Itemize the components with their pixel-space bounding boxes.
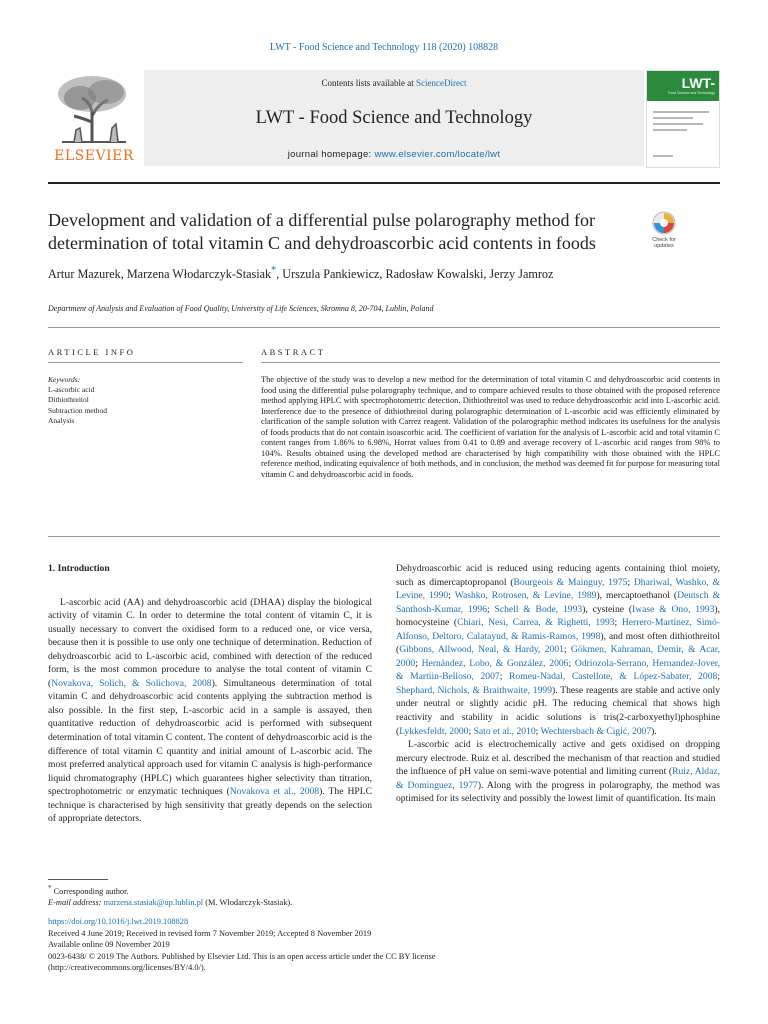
article-info-divider [48,362,243,363]
sciencedirect-link[interactable]: ScienceDirect [416,78,467,88]
footnote-mark: * [48,884,52,892]
text-run: ; [717,671,720,683]
email-link[interactable]: marzena.stasiak@up.lublin.pl [103,898,204,908]
keyword-item: Subtraction method [48,405,107,415]
footnote-corresponding [48,883,728,897]
citation-link[interactable]: Shephard, Nichols, & Braithwaite, 1999 [396,684,552,696]
footnote [48,883,728,909]
affiliation: Department of Analysis and Evaluation of Food Quality, University of Life Sciences, Skromna 8, 20-704, Lublin, Poland [48,304,434,313]
citation-link[interactable]: Lykkesfeldt, 2000 [399,725,469,737]
citation-link[interactable]: Schell & Bode, 1993 [494,603,583,615]
citation-link[interactable]: Novakova, Solich, & Solichova, 2008 [51,677,212,689]
body-column-left [48,562,372,826]
citation-link[interactable]: Romeu-Nadal, Castellote, & López-Sabater, 2008 [509,671,718,683]
citation-link[interactable]: Dhariwal, Washko, & Levine, 1990 [396,576,720,602]
cover-decoration [653,155,673,157]
author-list [48,262,608,283]
email-suffix: (M. Włodarczyk-Stasiak). [203,898,293,908]
received-dates: Received 4 June 2019; Received in revised form 7 November 2019; Accepted 8 November 2019 [48,928,372,938]
body-column-right [396,562,720,806]
text-run: ; [614,617,622,629]
citation-link[interactable]: Ruiz, Aldaz, & Dominguez, 1977 [396,766,720,791]
text-run: ; [499,671,510,683]
text-run: ), cysteine ( [582,603,633,615]
citation-link[interactable]: Novakova et al., 2008 [229,786,320,798]
email-label: E-mail address: [48,898,104,908]
elsevier-tree-icon [52,72,136,144]
text-run: ), mercaptoethanol ( [596,590,678,602]
footnote-email [48,897,728,909]
abstract-bottom-divider [48,536,720,537]
journal-cover-thumbnail[interactable] [646,70,720,168]
text-run: ; [487,603,495,615]
footnote-divider [48,879,108,880]
publication-info [48,916,728,974]
doi-link[interactable]: https://doi.org/10.1016/j.lwt.2019.108828 [48,917,189,926]
intro-paragraph-3 [396,738,720,806]
corresponding-author-mark[interactable]: * [271,265,277,276]
text-run: ; [563,644,571,656]
keywords-label: Keywords: [48,375,81,384]
text-run: L-ascorbic acid (AA) and dehydroascorbic acid (DHAA) display the biological activity of vitamin C. In order to determine the total content of vitamin C, it is usually necessary to convert the oxidised form to a reduced one, or vice versa, because then it is possible to use only one technique of determination. Reduction of dehydroascorbic acid to L-ascorbic acid, combined with detection of the reduced form, is the most common procedure to analyse the total content of vitamin C ( [48,596,372,689]
article-info-heading: ARTICLE INFO [48,347,136,357]
article-title: Development and validation of a differential pulse polarography method for determination of total vitamin C and dehydroascorbic acid contents in foods [48,210,596,253]
text-run: ; [568,657,575,669]
citation-link[interactable]: Iwase & Ono, 1993 [632,603,715,615]
elsevier-logo[interactable] [48,70,140,166]
citation-link[interactable]: Hernández, Lobo, & González, 2006 [421,657,569,669]
citation-link[interactable]: Washko, Rotrosen, & Levine, 1989 [454,590,597,602]
abstract-heading: ABSTRACT [261,347,326,357]
citation-link[interactable]: Deutsch & Santhosh-Kumar, 1996 [396,590,721,615]
text-run: Dehydroascorbic acid is reduced using reducing agents containing thiol moiety, such as dimercaptopropanol ( [396,563,720,588]
abstract-text: The objective of the study was to develop a new method for the determination of total vitamin C and dehydroascorbic acid contents in food using the differential pulse polarography technique, and to compare achieved results to those obtained with the proposed reference method applying HPLC with spectrophotometric detection. Dithiothreitol was used to reduce dehydroascorbic acid into L-ascorbic acid. Interference due to the presence of dithiothreitol during polarographic determination of L-ascorbic acid was efficiently eliminated by clarification of the sample solution with Carrez reagent. Validation of the polarographic method indicates its usefulness for the analysis of foods products that do not contain isoascorbic acid. The coefficient of variation for the analysis of L-ascorbic acid and total vitamin C content ranges from 1.86% to 6.98%, Horrat values from 0.41 to 0.89 and average recovery of L-ascorbic acid ranges from 98% to 104%. Results obtained using the developed method are characterised by high compatibility with those obtained with the HPLC reference method, indicating equivalence of both methods, and in conclusion, the method was deemed fit for purpose for measuring total vitamin C and dehydroascorbic acid in foods. [261,375,720,479]
available-online: Available online 09 November 2019 [48,940,170,950]
homepage-prefix: journal homepage: [287,149,375,160]
crossmark-label: Check for updates [652,237,676,249]
cover-decoration [653,129,687,131]
homepage-link[interactable]: www.elsevier.com/locate/lwt [374,149,501,160]
text-run: ). [651,725,657,737]
contents-prefix: Contents lists available at [321,78,416,88]
keyword-item: Analysis [48,416,75,426]
citation-link[interactable]: Gökmen, Kahraman, Demir, & Acar, 2000 [396,644,720,669]
text-run: ). Along with the progress in polarography, the method was optimised for its selectivity and possibly the lowest limit of quantification. Its main [396,779,720,805]
running-header[interactable]: LWT - Food Science and Technology 118 (2020) 108828 [269,42,499,53]
keyword-item: Dithiothreitol [48,395,89,405]
citation-link[interactable]: Herrero-Martínez, Simó-Alfonso, Deltoro, Calatayud, & Ramis-Ramos, 1998 [396,617,720,642]
elsevier-wordmark: ELSEVIER [54,148,134,164]
intro-paragraph-2 [396,562,720,738]
affiliation-divider [48,327,720,328]
license-line-2: (http://creativecommons.org/licenses/BY/4.0/). [48,963,206,973]
text-run: ). Simultaneous determination of total vitamin C and dehydroascorbic acid contents applying the subtraction method is also possible. In the first step, L-ascorbic acid in a sample is assayed, then quantitative reduction of dehydroascorbic acid is performed with subsequent determination of total vitamin C content. The content of dehydroascorbic acid is the difference of total vitamin C quantity and initial amount of L-ascorbic acid. The most preferred analytical approach used for vitamin C analysis is high-performance liquid chromatography (HPLC) which guarantees higher selectivity than titration, spectrophotometric or enzymatic techniques ( [48,677,372,798]
corresponding-label: Corresponding author. [53,886,129,896]
journal-banner [144,70,644,166]
citation-link[interactable]: Chiari, Nesi, Carrea, & Righetti, 1993 [457,617,615,629]
citation-link[interactable]: Gibbons, Allwood, Neal, & Hardy, 2001 [399,644,564,656]
text-run: ; [448,590,455,602]
text-run: ; [627,576,634,588]
text-run: ; [415,657,422,669]
text-run: ; [468,725,474,737]
cover-decoration [653,111,709,113]
keyword-item: L-ascorbic acid [48,385,95,394]
cover-subtitle: Food Science and Technology [668,91,715,95]
text-run: L-ascorbic acid is electrochemically active and gets oxidised on dropping mercury electrode. Ruiz et al. described the mechanism of that reaction and studied the influence of pH value on semi-wave potential and limiting current ( [396,739,720,778]
citation-link[interactable]: Wechtersbach & Cigić, 2007 [540,725,652,737]
cover-decoration [653,123,703,125]
keywords-list [48,385,107,427]
text-run: ; [535,725,541,737]
citation-link[interactable]: Odriozola-Serrano, Hernandez-Jover, & Martiin-Belloso, 2007 [396,657,720,683]
journal-title: LWT - Food Science and Technology [255,108,533,128]
text-run: ), homocysteine ( [396,603,720,629]
citation-link[interactable]: Bourgeois & Mainguy, 1975 [513,576,628,588]
cover-decoration [653,117,693,119]
abstract-divider [261,362,720,363]
journal-homepage [144,149,644,160]
cover-title: LWT- [681,75,715,91]
crossmark-badge[interactable] [646,211,682,253]
journal-masthead [48,70,720,166]
citation-link[interactable]: Sato et al., 2010 [473,725,536,737]
authors-part-1: Artur Mazurek, Marzena Włodarczyk-Stasiak [48,267,272,282]
text-run: ), and most often dithiothreitol ( [396,630,720,656]
text-run: ). These reagents are stable and active only under neutral or slightly acidic pH. The reducing chemical that shows high reactivity and stability in acidic solutions is tris(2-carboxyethyl)phosphine ( [396,684,720,737]
text-run: ). The HPLC technique is characterised by high sensitivity that greatly depends on the selection of appropriate detectors. [48,786,373,825]
header-divider [48,182,720,184]
section-heading-introduction: 1. Introduction [48,563,110,574]
authors-part-2: , Urszula Pankiewicz, Radosław Kowalski, Jerzy Jamroz [276,267,554,282]
intro-paragraph-1 [48,596,372,826]
contents-line [144,78,644,88]
license-line-1: 0023-6438/ © 2019 The Authors. Published by Elsevier Ltd. This is an open access article under the CC BY license [48,951,436,961]
crossmark-icon [646,211,682,237]
